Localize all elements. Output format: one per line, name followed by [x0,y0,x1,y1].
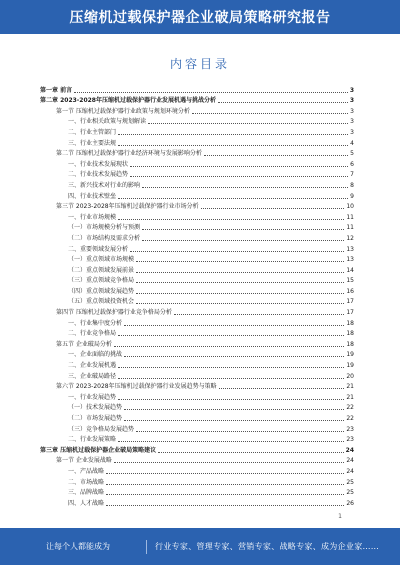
toc-dot-leader [136,282,344,283]
toc-entry[interactable] [40,95,354,106]
toc-entry-title: 二、重要领域发展分析 [68,245,129,253]
toc-entry[interactable] [40,412,354,423]
toc-entry-page: 24 [345,446,354,454]
toc-dot-leader [114,346,344,347]
toc-entry[interactable] [40,84,354,95]
toc-entry[interactable] [40,402,354,413]
toc-entry-page: 25 [346,478,354,486]
page-number: 1 [338,513,342,520]
toc-entry-page: 23 [346,425,354,433]
toc-entry[interactable] [40,476,354,487]
toc-entry[interactable] [40,126,354,137]
toc-entry-page: 13 [346,245,354,253]
footer-slogan-left: 让每个人都能成为 [46,542,110,551]
table-of-contents [40,84,354,508]
footer-banner [0,528,400,565]
toc-entry-page: 26 [346,499,354,507]
toc-entry-page: 25 [346,489,354,497]
toc-entry[interactable] [40,222,354,233]
toc-entry-page: 18 [346,330,354,338]
toc-entry-title: （二）重点领域发展前景 [68,266,135,274]
toc-entry-page: 8 [350,181,354,189]
toc-entry[interactable] [40,254,354,265]
toc-entry-title: 二、行业技术发展趋势 [68,171,129,179]
toc-dot-leader [201,208,345,209]
toc-dot-leader [106,505,344,506]
toc-dot-leader [174,314,344,315]
toc-dot-leader [204,155,348,156]
toc-dot-leader [106,473,344,474]
toc-dot-leader [130,166,348,167]
toc-entry[interactable] [40,434,354,445]
toc-dot-leader [148,123,348,124]
toc-entry-title: （三）竞争格局发展趋势 [68,425,135,433]
toc-entry[interactable] [40,116,354,127]
toc-entry-title: 第五节 企业破局分析 [56,340,112,348]
footer-divider [146,540,147,554]
toc-entry-page: 10 [346,203,354,211]
toc-entry-title: （一）市场规模分析与预测 [68,224,141,232]
toc-entry-title: 第四节 压缩机过载保护器行业竞争格局分析 [56,309,172,317]
toc-entry-page: 17 [346,309,354,317]
toc-entry-page: 23 [346,436,354,444]
toc-entry-title: （一）技术发展趋势 [68,404,123,412]
toc-dot-leader [158,452,344,453]
toc-entry-title: （一）重点领域市场规模 [68,256,135,264]
toc-dot-leader [118,134,348,135]
toc-entry[interactable] [40,201,354,212]
toc-entry[interactable] [40,169,354,180]
toc-entry-page: 16 [346,287,354,295]
toc-entry-title: 一、行业集中度分析 [68,319,123,327]
toc-entry[interactable] [40,158,354,169]
toc-entry-page: 3 [350,107,354,115]
toc-entry-page: 24 [346,457,354,465]
toc-entry-page: 21 [346,383,354,391]
toc-entry-title: 第一节 压缩机过载保护器行业政策与规划环境分析 [56,107,190,115]
toc-entry-title: （四）重点领域发展趋势 [68,287,135,295]
toc-entry-page: 5 [350,150,354,158]
toc-entry-title: 一、行业市场规模 [68,213,117,221]
toc-entry[interactable] [40,148,354,159]
toc-entry[interactable] [40,190,354,201]
toc-entry-page: 19 [346,351,354,359]
toc-entry-title: 一、产品战略 [68,467,105,475]
toc-entry[interactable] [40,444,354,455]
toc-dot-leader [118,335,344,336]
toc-dot-leader [124,409,344,410]
toc-entry-title: 二、行业发展策略 [68,436,117,444]
toc-entry-title: 第二章 2023-2028年压缩机过载保护器行业发展机遇与挑战分析 [40,97,216,105]
toc-dot-leader [118,367,344,368]
toc-dot-leader [142,187,348,188]
toc-dot-leader [218,102,348,103]
toc-entry-page: 19 [346,362,354,370]
report-header [0,0,400,34]
toc-entry[interactable] [40,285,354,296]
toc-entry[interactable] [40,317,354,328]
toc-dot-leader [106,494,344,495]
toc-dot-leader [118,378,344,379]
toc-entry[interactable] [40,328,354,339]
toc-dot-leader [136,293,344,294]
toc-dot-leader [114,462,344,463]
toc-dot-leader [118,399,344,400]
toc-dot-leader [118,219,344,220]
toc-dot-leader [106,484,344,485]
toc-entry-title: 二、行业主管部门 [68,128,117,136]
footer-slogan-right: 行业专家、管理专家、营销专家、战略专家、成为企业家…… [155,542,380,551]
toc-entry-title: 第三章 压缩机过载保护器企业破局策略建议 [40,446,157,454]
toc-entry-page: 24 [346,467,354,475]
toc-dot-leader [136,261,344,262]
toc-entry-page: 6 [350,160,354,168]
toc-dot-leader [118,145,348,146]
toc-dot-leader [142,229,344,230]
toc-entry-title: 三、企业破局路径 [68,372,117,380]
toc-dot-leader [130,176,348,177]
toc-entry-page: 22 [346,404,354,412]
toc-dot-leader [136,303,344,304]
toc-entry-title: 二、市场战略 [68,478,105,486]
toc-entry[interactable] [40,455,354,466]
toc-entry-title: 四、行业技术壁垒 [68,192,117,200]
toc-entry[interactable] [40,487,354,498]
toc-entry[interactable] [40,349,354,360]
toc-entry[interactable] [40,179,354,190]
toc-entry-page: 3 [349,86,354,94]
toc-entry-page: 7 [350,171,354,179]
toc-dot-leader [118,441,344,442]
toc-entry-page: 14 [346,266,354,274]
toc-entry-page: 20 [346,372,354,380]
toc-entry-title: 第三节 2023-2028年压缩机过载保护器行业市场分析 [56,203,199,211]
toc-dot-leader [74,92,348,93]
toc-entry[interactable] [40,296,354,307]
toc-entry[interactable] [40,243,354,254]
toc-dot-leader [136,272,344,273]
toc-entry[interactable] [40,338,354,349]
toc-entry[interactable] [40,497,354,508]
toc-entry[interactable] [40,264,354,275]
toc-entry-page: 4 [350,139,354,147]
toc-entry-page: 22 [346,415,354,422]
toc-dot-leader [124,356,344,357]
toc-entry-title: （三）重点领域竞争格局 [68,277,135,285]
toc-heading: 内容目录 [169,57,230,71]
toc-entry-title: 第二节 压缩机过载保护器行业经济环境与发展影响分析 [56,150,202,158]
toc-entry-page: 3 [350,118,354,126]
toc-entry-title: （二）市场结构及需求分析 [68,234,141,242]
toc-entry-page: 18 [346,319,354,327]
toc-entry-page: 3 [350,128,354,136]
toc-entry-title: 三、品牌战略 [68,489,105,497]
toc-entry[interactable] [40,359,354,370]
toc-entry-title: 第一节 企业发展战略 [56,457,112,465]
toc-entry-title: 一、行业发展趋势 [68,393,117,401]
toc-entry-page: 11 [346,224,354,232]
toc-entry-title: 二、行业竞争格局 [68,330,117,338]
toc-entry-title: 一、行业相关政策与规划解读 [68,118,147,126]
toc-dot-leader [192,113,348,114]
toc-entry[interactable] [40,275,354,286]
toc-entry-title: 第六节 2023-2028年压缩机过载保护器行业发展趋势与策略 [56,383,217,391]
toc-entry-page: 12 [346,234,354,242]
toc-entry-title: （二）市场发展趋势 [68,415,123,422]
toc-entry-title: 二、企业发展机遇 [68,362,117,370]
toc-entry[interactable] [40,105,354,116]
toc-dot-leader [118,198,348,199]
toc-dot-leader [142,240,344,241]
toc-entry-page: 18 [346,340,354,348]
toc-entry-page: 11 [346,213,354,221]
toc-entry-title: 四、人才战略 [68,499,105,507]
toc-entry-page: 15 [346,277,354,285]
toc-entry-page: 9 [350,192,354,200]
toc-entry-title: 一、企业面临的挑战 [68,351,123,359]
toc-entry-title: （五）重点领域投资机会 [68,298,135,306]
toc-entry-page: 13 [346,256,354,264]
toc-entry[interactable] [40,391,354,402]
report-title: 压缩机过载保护器企业破局策略研究报告 [69,10,331,26]
toc-entry-title: 一、行业技术发展现状 [68,160,129,168]
toc-dot-leader [219,388,345,389]
toc-entry[interactable] [40,465,354,476]
toc-entry-title: 三、新兴技术对行业的影响 [68,181,141,189]
toc-entry-page: 3 [349,97,354,105]
toc-dot-leader [130,251,344,252]
toc-entry-title: 第一章 前言 [40,86,73,94]
toc-entry-page: 21 [346,393,354,401]
toc-entry[interactable] [40,370,354,381]
toc-entry[interactable] [40,211,354,222]
toc-entry-title: 三、行业主要法规 [68,139,117,147]
toc-entry-page: 17 [346,298,354,306]
toc-entry[interactable] [40,232,354,243]
toc-entry[interactable] [40,137,354,148]
toc-dot-leader [124,420,344,421]
toc-entry[interactable] [40,306,354,317]
toc-dot-leader [124,325,344,326]
toc-entry[interactable] [40,423,354,434]
toc-dot-leader [136,431,344,432]
toc-entry[interactable] [40,381,354,392]
